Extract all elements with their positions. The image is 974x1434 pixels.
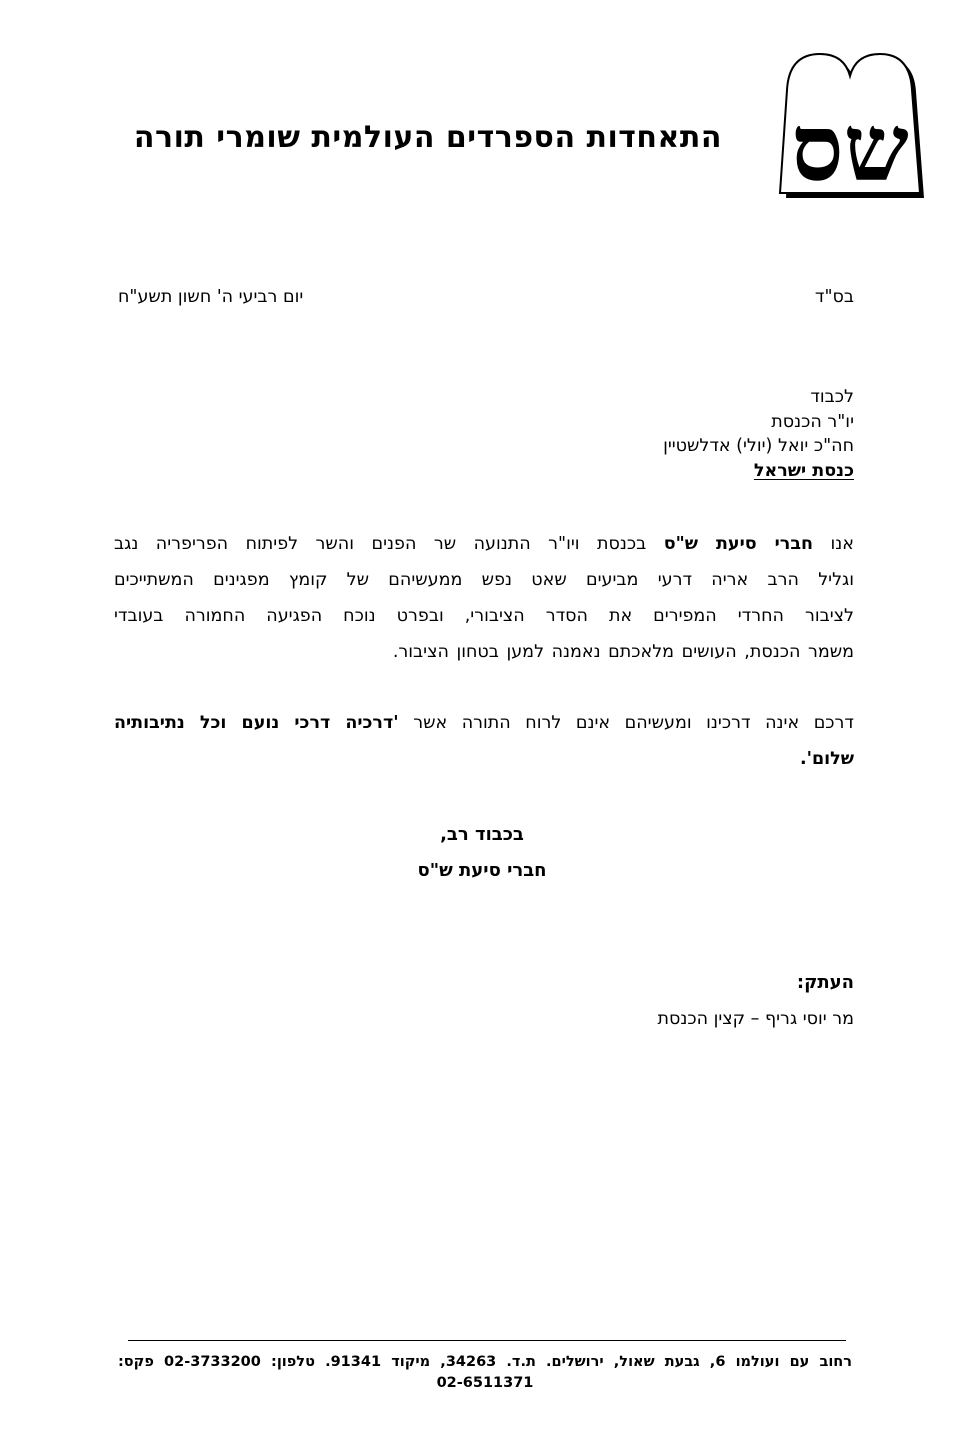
recipient-name: חה"כ יואל (יולי) אדלשטיין [663, 436, 854, 456]
quote-bold: שלום'. [799, 749, 854, 769]
paragraph-text: בכנסת ויו"ר התנועה שר הפנים והשר לפיתוח הפריפריה נגב [114, 534, 647, 554]
recipient-block [663, 385, 854, 483]
paragraph-line: משמר הכנסת, העושים מלאכתם נאמנה למען בטחון הציבור. [392, 642, 854, 662]
organization-name: התאחדות הספרדים העולמית שומרי תורה [133, 120, 722, 155]
closing-signatory: חברי סיעת ש"ס [417, 860, 547, 881]
svg-text:שס: שס [791, 94, 909, 202]
paragraph-line: לציבור החרדי המפירים את הסדר הציבורי, ובפרט נוכח הפגיעה החמורה בעובדי [114, 606, 854, 626]
quote-bold: 'דרכיה דרכי נועם וכל נתיבותיה [114, 713, 399, 733]
footer-divider [128, 1340, 846, 1341]
body-paragraph-2 [114, 705, 854, 777]
paragraph-text: דרכם אינה דרכינו ומעשיהם אינם לרוח התורה אשר [413, 713, 854, 733]
closing-regards: בכבוד רב, [440, 824, 524, 845]
recipient-institution: כנסת ישראל [753, 460, 854, 481]
letter-date: יום רביעי ה' חשון תשע"ח [118, 287, 304, 307]
cc-block [657, 965, 854, 1037]
shas-logo-icon [776, 52, 932, 202]
cc-title: העתק: [796, 972, 854, 993]
paragraph-line [114, 741, 854, 777]
body-paragraph-1 [114, 526, 854, 670]
recipient-salutation: לכבוד [810, 387, 854, 407]
closing-signature [0, 817, 974, 889]
recipient-title: יו"ר הכנסת [771, 411, 854, 432]
paragraph-line [114, 526, 854, 562]
paragraph-line: וגליל הרב אריה דרעי מביעים שאט נפש ממעשיהם של קומץ מפגינים המשתייכים [114, 570, 854, 590]
footer-address-line: רחוב עם ועולמו 6, גבעת שאול, ירושלים. ת.ד. 34263, מיקוד 91341. טלפון: 02-3733200 פקס: [118, 1354, 852, 1370]
footer-address [118, 1352, 852, 1394]
paragraph-text: אנו [830, 534, 854, 554]
cc-recipient: מר יוסי גריף – קצין הכנסת [657, 1009, 854, 1029]
party-name-bold: חברי סיעת ש"ס [663, 534, 814, 554]
footer-fax-number: 02-6511371 [436, 1375, 534, 1391]
paragraph-line [114, 705, 854, 741]
bsd-header: בס"ד [814, 287, 854, 307]
